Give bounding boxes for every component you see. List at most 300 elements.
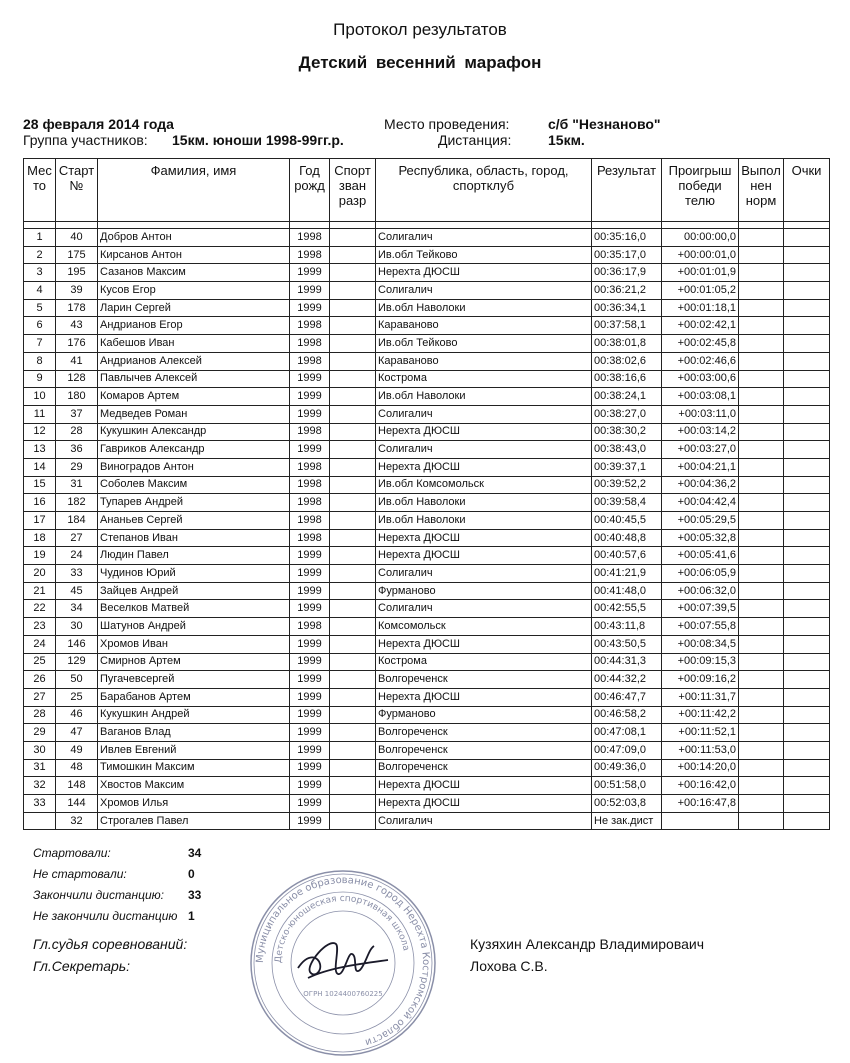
row-norm	[739, 512, 784, 530]
row-region: Нерехта ДЮСШ	[376, 423, 592, 441]
table-row	[24, 812, 830, 830]
row-points	[784, 600, 830, 618]
row-points	[784, 458, 830, 476]
row-points	[784, 246, 830, 264]
row-norm	[739, 812, 784, 830]
row-result: 00:38:01,8	[592, 335, 662, 353]
row-start: 46	[56, 706, 98, 724]
row-rank	[330, 494, 376, 512]
row-behind: +00:04:21,1	[662, 458, 739, 476]
row-norm	[739, 565, 784, 583]
row-norm	[739, 529, 784, 547]
stamp-inner-text: Детско-юношеская спортивная школа	[273, 893, 411, 964]
row-behind: +00:11:52,1	[662, 724, 739, 742]
row-points	[784, 795, 830, 813]
row-year: 1998	[290, 529, 330, 547]
row-behind: +00:07:39,5	[662, 600, 739, 618]
row-name: Пугачевсергей	[98, 671, 290, 689]
row-year: 1999	[290, 671, 330, 689]
row-norm	[739, 724, 784, 742]
row-name: Веселков Матвей	[98, 600, 290, 618]
row-rank	[330, 405, 376, 423]
row-points	[784, 759, 830, 777]
row-place	[24, 812, 56, 830]
stamp-outer-text: Муниципальное образование город Нерехта Костромской области	[254, 874, 432, 1048]
row-year: 1999	[290, 600, 330, 618]
row-name: Комаров Артем	[98, 388, 290, 406]
col-header-region: Республика, область, город, спортклуб	[376, 159, 592, 222]
row-result: 00:44:31,3	[592, 653, 662, 671]
row-result: 00:35:16,0	[592, 229, 662, 247]
row-behind: +00:11:42,2	[662, 706, 739, 724]
row-name: Сазанов Максим	[98, 264, 290, 282]
table-row	[24, 724, 830, 742]
row-norm	[739, 458, 784, 476]
row-year: 1999	[290, 653, 330, 671]
row-points	[784, 688, 830, 706]
row-norm	[739, 547, 784, 565]
row-rank	[330, 423, 376, 441]
row-rank	[330, 777, 376, 795]
row-place: 15	[24, 476, 56, 494]
row-start: 41	[56, 352, 98, 370]
row-place: 4	[24, 282, 56, 300]
row-behind: +00:02:45,8	[662, 335, 739, 353]
row-result: 00:38:27,0	[592, 405, 662, 423]
row-place: 19	[24, 547, 56, 565]
row-start: 128	[56, 370, 98, 388]
row-result: 00:38:30,2	[592, 423, 662, 441]
row-norm	[739, 317, 784, 335]
table-row	[24, 229, 830, 247]
stat-value: 34	[188, 846, 202, 860]
row-behind	[662, 812, 739, 830]
row-start: 49	[56, 741, 98, 759]
row-region: Нерехта ДЮСШ	[376, 264, 592, 282]
secretary-label: Гл.Секретарь:	[33, 958, 131, 974]
table-row	[24, 653, 830, 671]
row-result: 00:36:34,1	[592, 299, 662, 317]
row-behind: +00:01:05,2	[662, 282, 739, 300]
row-region: Солигалич	[376, 565, 592, 583]
row-rank	[330, 795, 376, 813]
row-rank	[330, 600, 376, 618]
row-year: 1999	[290, 741, 330, 759]
row-rank	[330, 317, 376, 335]
col-header-rank: Спорт зван разр	[330, 159, 376, 222]
row-start: 175	[56, 246, 98, 264]
row-behind: +00:02:42,1	[662, 317, 739, 335]
row-region: Караваново	[376, 352, 592, 370]
row-region: Солигалич	[376, 441, 592, 459]
stat-label: Не стартовали:	[33, 867, 127, 881]
row-year: 1999	[290, 706, 330, 724]
row-place: 1	[24, 229, 56, 247]
row-result: 00:46:58,2	[592, 706, 662, 724]
row-behind: +00:00:01,0	[662, 246, 739, 264]
row-result: 00:41:48,0	[592, 582, 662, 600]
row-name: Павлычев Алексей	[98, 370, 290, 388]
row-behind: +00:14:20,0	[662, 759, 739, 777]
row-result: 00:38:02,6	[592, 352, 662, 370]
document-subtitle: Детский весенний марафон	[298, 53, 542, 72]
table-row	[24, 388, 830, 406]
row-points	[784, 282, 830, 300]
row-region: Ив.обл Наволоки	[376, 388, 592, 406]
row-start: 176	[56, 335, 98, 353]
row-region: Нерехта ДЮСШ	[376, 547, 592, 565]
stat-label: Не закончили дистанцию	[33, 909, 178, 923]
row-name: Зайцев Андрей	[98, 582, 290, 600]
row-rank	[330, 812, 376, 830]
row-place: 7	[24, 335, 56, 353]
row-place: 23	[24, 618, 56, 636]
row-rank	[330, 671, 376, 689]
row-region: Ив.обл Комсомольск	[376, 476, 592, 494]
row-place: 5	[24, 299, 56, 317]
row-norm	[739, 671, 784, 689]
row-start: 180	[56, 388, 98, 406]
row-norm	[739, 352, 784, 370]
row-start: 47	[56, 724, 98, 742]
row-start: 31	[56, 476, 98, 494]
row-rank	[330, 512, 376, 530]
row-year: 1998	[290, 317, 330, 335]
table-row	[24, 706, 830, 724]
row-region: Фурманово	[376, 706, 592, 724]
row-name: Ваганов Влад	[98, 724, 290, 742]
row-result: 00:39:52,2	[592, 476, 662, 494]
stamp-center-text: ОГРН 1024400760225	[303, 990, 383, 998]
row-norm	[739, 476, 784, 494]
row-result: 00:47:09,0	[592, 741, 662, 759]
row-points	[784, 317, 830, 335]
col-header-behind: Проигрыш победи телю	[662, 159, 739, 222]
row-name: Андрианов Егор	[98, 317, 290, 335]
row-result: 00:39:37,1	[592, 458, 662, 476]
row-points	[784, 706, 830, 724]
col-header-start: Старт №	[56, 159, 98, 222]
row-year: 1998	[290, 494, 330, 512]
row-result: 00:44:32,2	[592, 671, 662, 689]
row-place: 26	[24, 671, 56, 689]
row-start: 178	[56, 299, 98, 317]
table-row	[24, 494, 830, 512]
row-place: 8	[24, 352, 56, 370]
distance-value: 15км.	[548, 132, 585, 148]
row-norm	[739, 441, 784, 459]
row-region: Ив.обл Наволоки	[376, 512, 592, 530]
row-points	[784, 370, 830, 388]
table-row	[24, 635, 830, 653]
row-points	[784, 264, 830, 282]
row-place: 25	[24, 653, 56, 671]
table-row	[24, 688, 830, 706]
row-result: 00:52:03,8	[592, 795, 662, 813]
row-norm	[739, 618, 784, 636]
row-year: 1999	[290, 264, 330, 282]
table-row	[24, 777, 830, 795]
row-norm	[739, 282, 784, 300]
table-row	[24, 264, 830, 282]
row-year: 1998	[290, 335, 330, 353]
row-result: 00:51:58,0	[592, 777, 662, 795]
row-result: 00:41:21,9	[592, 565, 662, 583]
row-year: 1998	[290, 476, 330, 494]
table-row	[24, 370, 830, 388]
row-norm	[739, 494, 784, 512]
row-year: 1999	[290, 370, 330, 388]
row-norm	[739, 653, 784, 671]
row-name: Виноградов Антон	[98, 458, 290, 476]
row-region: Нерехта ДЮСШ	[376, 529, 592, 547]
signature-scribble	[298, 943, 388, 978]
row-region: Солигалич	[376, 405, 592, 423]
row-region: Солигалич	[376, 600, 592, 618]
row-norm	[739, 229, 784, 247]
row-name: Ананьев Сергей	[98, 512, 290, 530]
row-start: 34	[56, 600, 98, 618]
row-place: 6	[24, 317, 56, 335]
row-name: Ларин Сергей	[98, 299, 290, 317]
row-start: 144	[56, 795, 98, 813]
row-result: 00:43:11,8	[592, 618, 662, 636]
row-place: 27	[24, 688, 56, 706]
table-row	[24, 671, 830, 689]
row-rank	[330, 635, 376, 653]
row-region: Ив.обл Наволоки	[376, 299, 592, 317]
event-date: 28 февраля 2014 года	[23, 116, 174, 132]
row-region: Волгореченск	[376, 741, 592, 759]
table-row	[24, 441, 830, 459]
stamp-svg	[248, 868, 438, 1058]
row-year: 1998	[290, 352, 330, 370]
row-name: Хвостов Максим	[98, 777, 290, 795]
row-rank	[330, 582, 376, 600]
row-points	[784, 724, 830, 742]
row-rank	[330, 618, 376, 636]
row-name: Людин Павел	[98, 547, 290, 565]
row-rank	[330, 706, 376, 724]
results-table	[23, 158, 830, 830]
row-year: 1999	[290, 299, 330, 317]
table-row	[24, 405, 830, 423]
row-place: 24	[24, 635, 56, 653]
table-row	[24, 317, 830, 335]
row-name: Смирнов Артем	[98, 653, 290, 671]
row-year: 1999	[290, 777, 330, 795]
row-points	[784, 512, 830, 530]
row-result: 00:40:57,6	[592, 547, 662, 565]
row-name: Кирсанов Антон	[98, 246, 290, 264]
row-start: 29	[56, 458, 98, 476]
row-rank	[330, 264, 376, 282]
row-behind: +00:04:36,2	[662, 476, 739, 494]
row-behind: +00:09:15,3	[662, 653, 739, 671]
row-name: Ивлев Евгений	[98, 741, 290, 759]
row-year: 1999	[290, 724, 330, 742]
row-name: Кукушкин Александр	[98, 423, 290, 441]
row-year: 1999	[290, 565, 330, 583]
row-name: Чудинов Юрий	[98, 565, 290, 583]
row-behind: +00:01:01,9	[662, 264, 739, 282]
row-behind: +00:08:34,5	[662, 635, 739, 653]
row-year: 1999	[290, 812, 330, 830]
row-behind: +00:07:55,8	[662, 618, 739, 636]
row-result: Не зак.дист	[592, 812, 662, 830]
row-rank	[330, 335, 376, 353]
stat-label: Стартовали:	[33, 846, 111, 860]
row-start: 50	[56, 671, 98, 689]
row-year: 1999	[290, 582, 330, 600]
row-start: 184	[56, 512, 98, 530]
table-header-row	[24, 159, 830, 222]
col-header-result: Результат	[592, 159, 662, 222]
row-year: 1999	[290, 795, 330, 813]
row-region: Солигалич	[376, 282, 592, 300]
row-region: Нерехта ДЮСШ	[376, 635, 592, 653]
row-name: Кабешов Иван	[98, 335, 290, 353]
row-points	[784, 299, 830, 317]
row-behind: +00:16:42,0	[662, 777, 739, 795]
results-body	[24, 222, 830, 830]
row-points	[784, 582, 830, 600]
row-result: 00:42:55,5	[592, 600, 662, 618]
row-rank	[330, 229, 376, 247]
document-title: Протокол результатов	[333, 20, 507, 39]
row-region: Кострома	[376, 370, 592, 388]
row-place: 17	[24, 512, 56, 530]
row-place: 14	[24, 458, 56, 476]
row-points	[784, 335, 830, 353]
table-row	[24, 618, 830, 636]
row-behind: +00:03:11,0	[662, 405, 739, 423]
row-place: 28	[24, 706, 56, 724]
row-result: 00:36:21,2	[592, 282, 662, 300]
row-points	[784, 423, 830, 441]
row-points	[784, 547, 830, 565]
row-result: 00:40:45,5	[592, 512, 662, 530]
row-start: 148	[56, 777, 98, 795]
row-norm	[739, 582, 784, 600]
row-start: 39	[56, 282, 98, 300]
row-points	[784, 494, 830, 512]
distance-label: Дистанция:	[438, 132, 512, 148]
row-name: Добров Антон	[98, 229, 290, 247]
table-row	[24, 476, 830, 494]
row-rank	[330, 688, 376, 706]
row-behind: +00:04:42,4	[662, 494, 739, 512]
table-row	[24, 741, 830, 759]
row-result: 00:47:08,1	[592, 724, 662, 742]
stat-value: 0	[188, 867, 195, 881]
row-year: 1999	[290, 282, 330, 300]
row-region: Солигалич	[376, 229, 592, 247]
row-points	[784, 476, 830, 494]
row-year: 1999	[290, 405, 330, 423]
table-row	[24, 582, 830, 600]
row-start: 27	[56, 529, 98, 547]
row-norm	[739, 759, 784, 777]
table-row	[24, 529, 830, 547]
row-name: Кукушкин Андрей	[98, 706, 290, 724]
stat-value: 33	[188, 888, 202, 902]
row-points	[784, 529, 830, 547]
row-place: 16	[24, 494, 56, 512]
row-year: 1998	[290, 229, 330, 247]
row-start: 40	[56, 229, 98, 247]
group-label: Группа участников:	[23, 132, 148, 148]
row-start: 25	[56, 688, 98, 706]
row-place: 30	[24, 741, 56, 759]
row-rank	[330, 759, 376, 777]
row-place: 12	[24, 423, 56, 441]
row-year: 1999	[290, 441, 330, 459]
row-rank	[330, 741, 376, 759]
row-points	[784, 618, 830, 636]
secretary-name: Лохова С.В.	[470, 958, 548, 974]
row-result: 00:40:48,8	[592, 529, 662, 547]
row-behind: +00:01:18,1	[662, 299, 739, 317]
row-behind: +00:06:32,0	[662, 582, 739, 600]
table-row	[24, 512, 830, 530]
table-row	[24, 299, 830, 317]
table-row	[24, 759, 830, 777]
header-spacer-row	[24, 222, 830, 229]
col-header-points: Очки	[784, 159, 830, 222]
row-norm	[739, 299, 784, 317]
judge-label: Гл.судья соревнований:	[33, 936, 188, 952]
row-start: 195	[56, 264, 98, 282]
row-norm	[739, 405, 784, 423]
place-label: Место проведения:	[384, 116, 510, 132]
row-norm	[739, 635, 784, 653]
col-header-name: Фамилия, имя	[98, 159, 290, 222]
row-name: Барабанов Артем	[98, 688, 290, 706]
row-norm	[739, 795, 784, 813]
row-points	[784, 441, 830, 459]
col-header-norm: Выпол нен норм	[739, 159, 784, 222]
row-result: 00:38:43,0	[592, 441, 662, 459]
row-place: 10	[24, 388, 56, 406]
table-row	[24, 423, 830, 441]
row-rank	[330, 246, 376, 264]
row-place: 32	[24, 777, 56, 795]
row-result: 00:35:17,0	[592, 246, 662, 264]
row-rank	[330, 565, 376, 583]
row-behind: +00:11:53,0	[662, 741, 739, 759]
row-result: 00:46:47,7	[592, 688, 662, 706]
row-place: 31	[24, 759, 56, 777]
row-behind: +00:03:00,6	[662, 370, 739, 388]
row-region: Нерехта ДЮСШ	[376, 458, 592, 476]
row-name: Медведев Роман	[98, 405, 290, 423]
row-behind: 00:00:00,0	[662, 229, 739, 247]
row-result: 00:37:58,1	[592, 317, 662, 335]
row-place: 33	[24, 795, 56, 813]
row-name: Тимошкин Максим	[98, 759, 290, 777]
row-norm	[739, 688, 784, 706]
row-behind: +00:16:47,8	[662, 795, 739, 813]
row-name: Андрианов Алексей	[98, 352, 290, 370]
col-header-place: Мес то	[24, 159, 56, 222]
row-name: Хромов Илья	[98, 795, 290, 813]
table-row	[24, 795, 830, 813]
row-behind: +00:03:08,1	[662, 388, 739, 406]
row-norm	[739, 370, 784, 388]
row-behind: +00:02:46,6	[662, 352, 739, 370]
official-stamp	[248, 868, 438, 1058]
